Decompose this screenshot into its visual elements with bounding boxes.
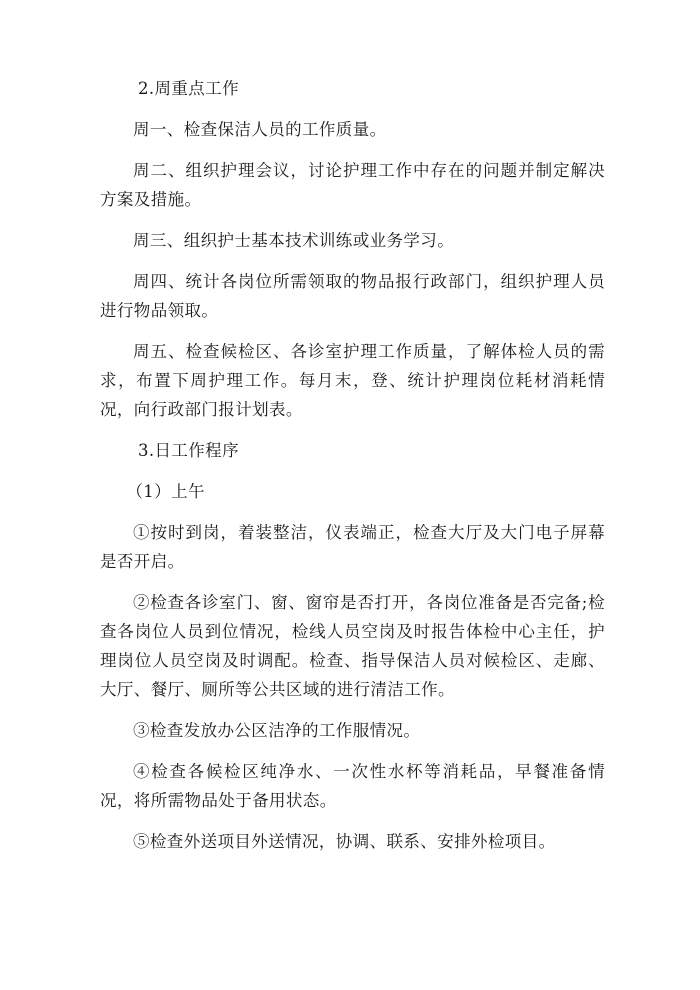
paragraph-wednesday: 周三、组织护士基本技术训练或业务学习。	[133, 231, 455, 250]
document-body	[100, 74, 605, 856]
list-item-3: ③检查发放办公区洁净的工作服情况。	[133, 721, 421, 740]
list-item-2: ②检查各诊室门、窗、窗帘是否打开，各岗位准备是否完备;检查各岗位人员到位情况，检线人员空岗及时报告体检中心主任，护理岗位人员空岗及时调配。检查、指导保洁人员对候检区、走廊、大厅、餐厅、厕所等公共区域的进行清洁工作。	[100, 593, 605, 699]
list-item-1: ①按时到岗，着装整洁，仪表端正，检查大厅及大门电子屏幕是否开启。	[100, 523, 605, 571]
section-heading-weekly: 2.周重点工作	[137, 79, 239, 98]
paragraph-thursday: 周四、统计各岗位所需领取的物品报行政部门，组织护理人员进行物品领取。	[100, 272, 605, 320]
subheading-morning: （1）上午	[126, 482, 205, 501]
section-heading-daily: 3.日工作程序	[137, 441, 239, 460]
paragraph-tuesday: 周二、组织护理会议，讨论护理工作中存在的问题并制定解决方案及措施。	[100, 161, 605, 209]
list-item-4: ④检查各候检区纯净水、一次性水杯等消耗品，早餐准备情况，将所需物品处于备用状态。	[100, 762, 605, 810]
list-item-5: ⑤检查外送项目外送情况，协调、联系、安排外检项目。	[133, 832, 556, 851]
paragraph-friday: 周五、检查候检区、各诊室护理工作质量，了解体检人员的需求，布置下周护理工作。每月末，登、统计护理岗位耗材消耗情况，向行政部门报计划表。	[100, 342, 605, 419]
paragraph-monday: 周一、检查保洁人员的工作质量。	[133, 120, 387, 139]
